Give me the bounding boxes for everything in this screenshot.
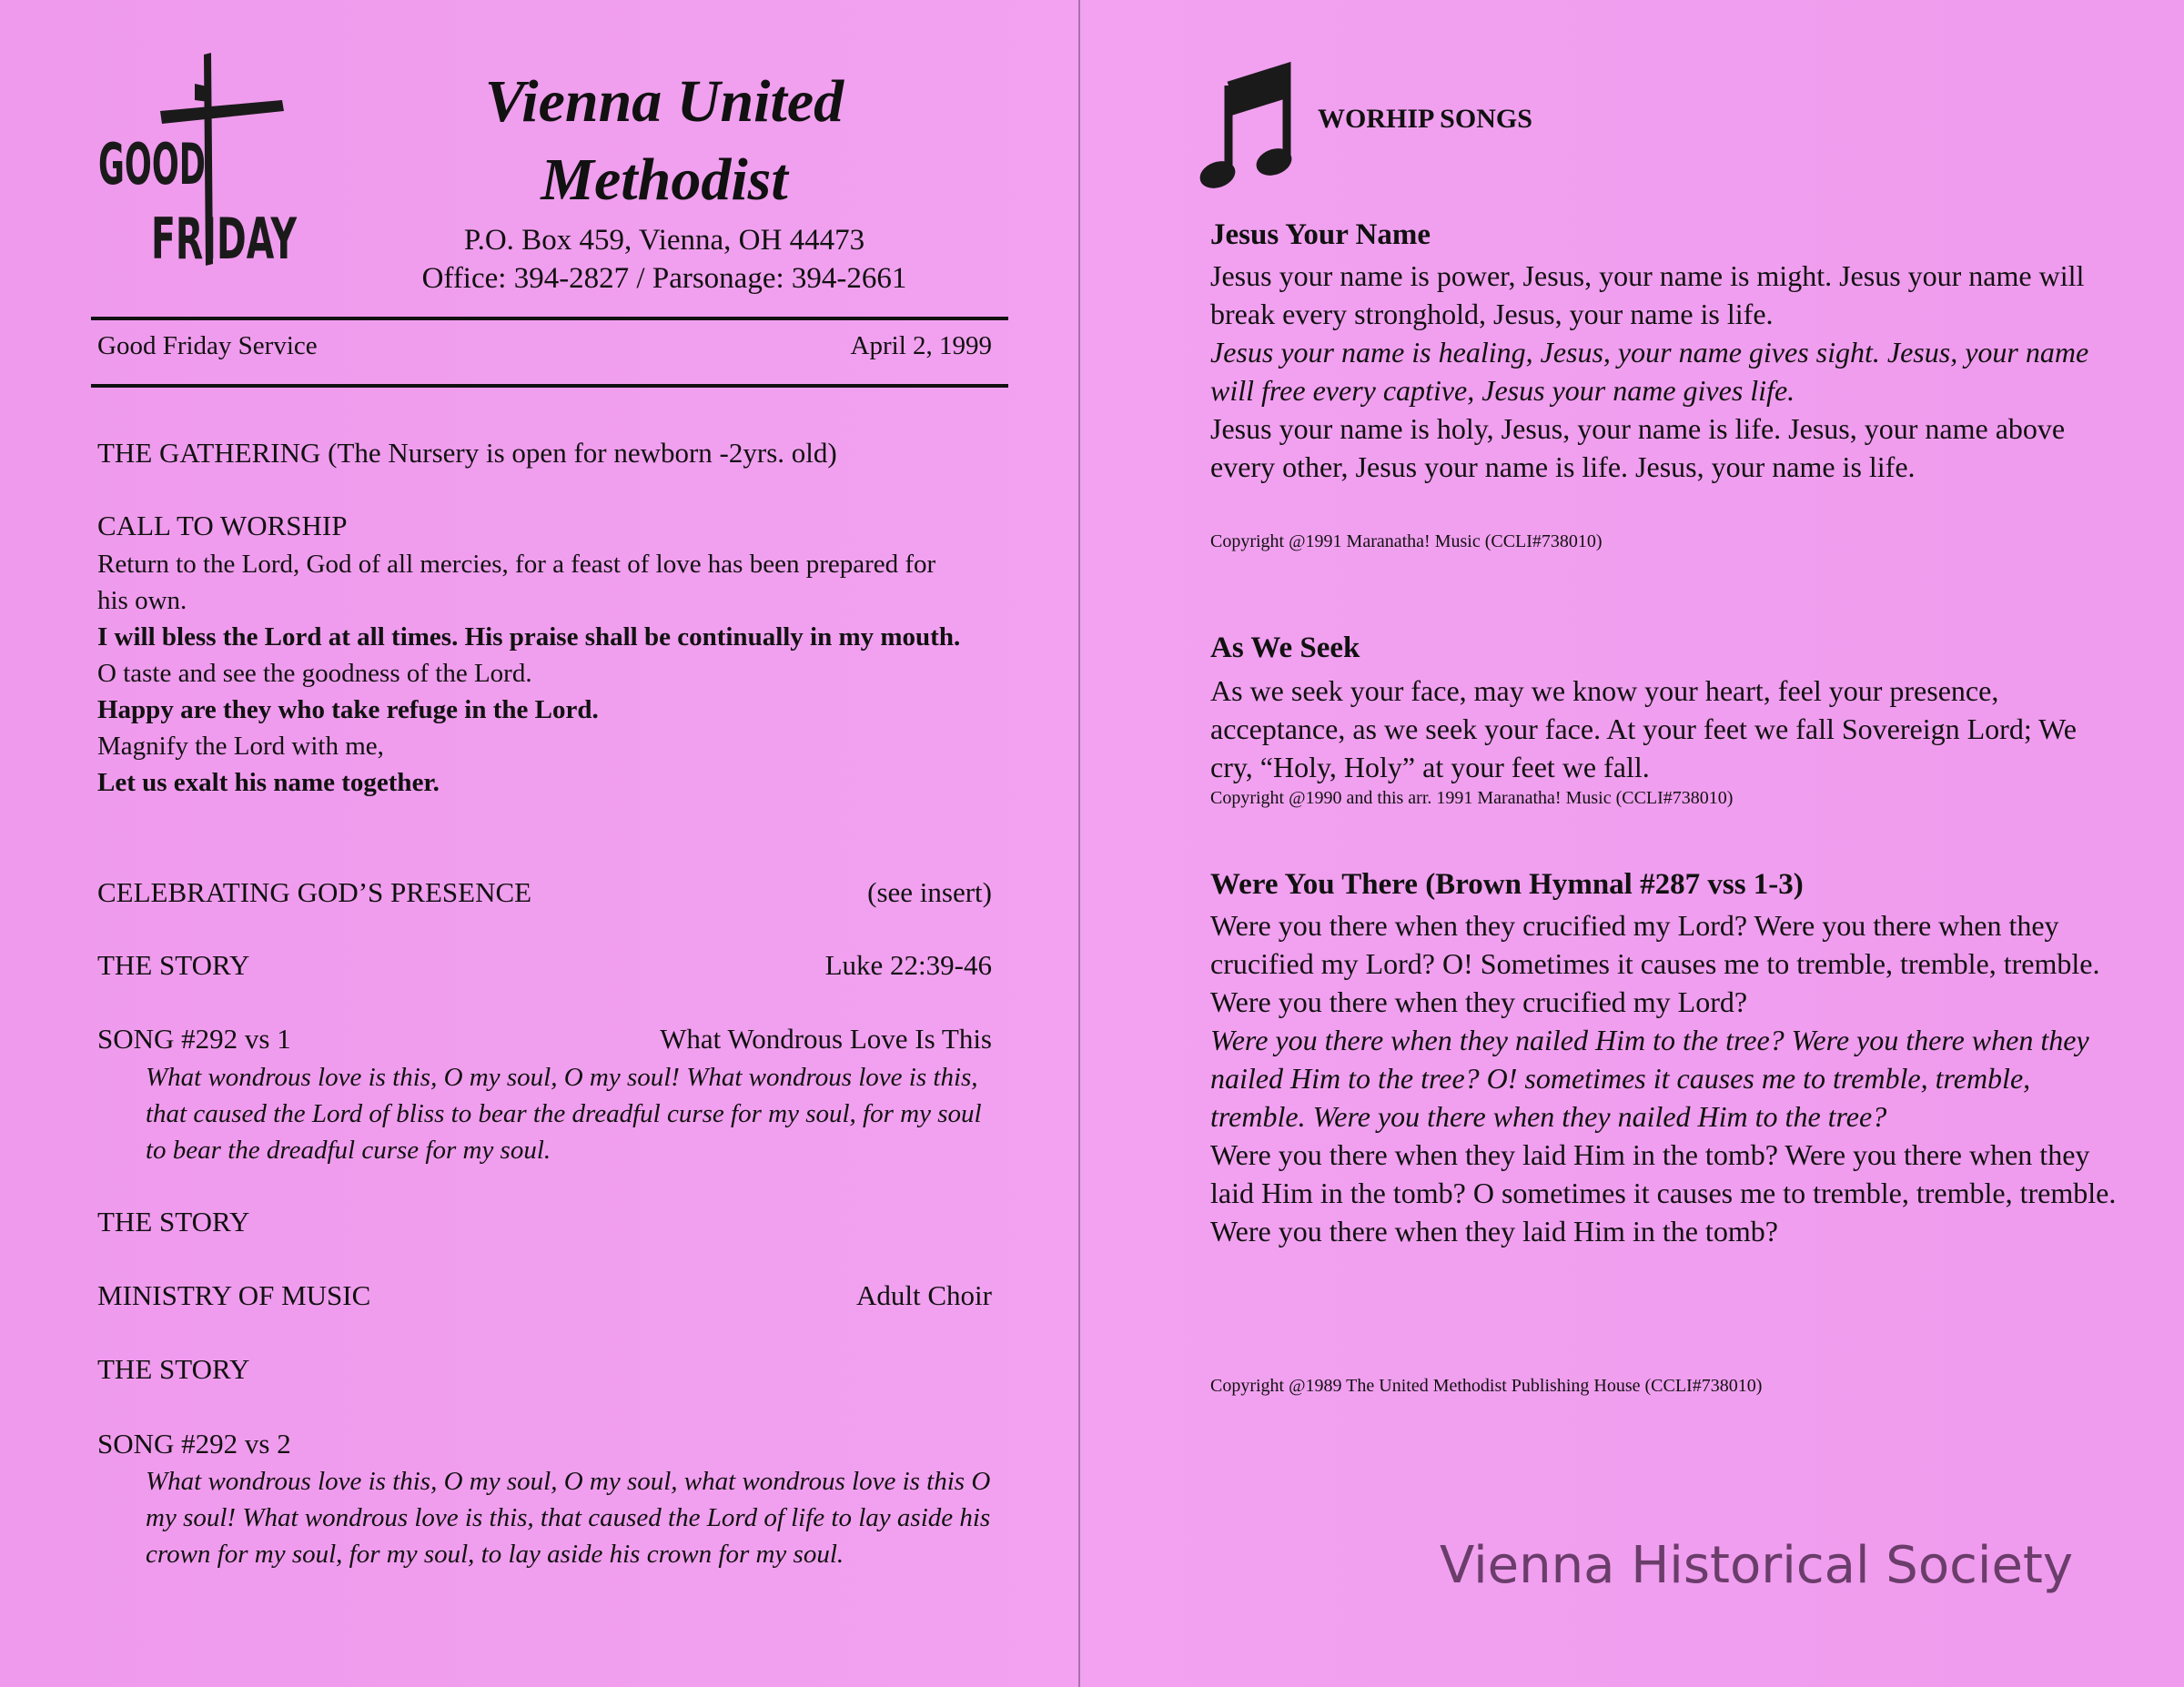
service-date: April 2, 1999 xyxy=(850,331,992,360)
song-were-you-there-title: Were You There (Brown Hymnal #287 vss 1-3) xyxy=(1210,868,1804,901)
music-note-icon xyxy=(1203,64,1294,191)
lyrics-paragraph: Were you there when they laid Him in the tomb? Were you there when they laid Him in the tomb? O sometimes it causes me to tremble, tremble, tremble. Were you there when they laid Him in the tomb? xyxy=(1210,1138,2117,1248)
call-line-4: Happy are they who take refuge in the Lord. xyxy=(97,695,599,724)
lyrics-paragraph: As we seek your face, may we know your heart, feel your presence, acceptance, as we seek your face. At your feet we fall Sovereign Lord; We cry, “Holy, Holy” at your feet we fall. xyxy=(1210,674,2077,783)
song-were-you-there-lyrics xyxy=(1210,906,2120,1250)
call-line-2: I will bless the Lord at all times. His praise shall be continually in my mouth. xyxy=(97,622,961,652)
divider-bottom xyxy=(91,384,1008,388)
story-heading-1: THE STORY xyxy=(97,949,250,981)
celebrating-note: (see insert) xyxy=(867,876,992,908)
story-heading-2: THE STORY xyxy=(97,1206,250,1237)
good-friday-logo xyxy=(91,47,309,284)
logo-word-friday: FRIDAY xyxy=(151,206,298,272)
call-line-3: O taste and see the goodness of the Lord. xyxy=(97,659,532,688)
song-1-heading: SONG #292 vs 1 xyxy=(97,1023,291,1055)
lyrics-paragraph: Jesus your name is holy, Jesus, your name is life. Jesus, your name above every other, Jesus your name is life. Jesus, your name is life. xyxy=(1210,412,2066,483)
church-name-line1: Vienna United xyxy=(484,68,844,135)
call-line-1: Return to the Lord, God of all mercies, for a feast of love has been prepared for his own. xyxy=(97,550,936,615)
lyrics-paragraph: Jesus your name is healing, Jesus, your name gives sight. Jesus, your name will free every captive, Jesus your name gives life. xyxy=(1210,336,2089,407)
worship-songs-title: WORHIP SONGS xyxy=(1318,104,1532,134)
song-2-heading: SONG #292 vs 2 xyxy=(97,1428,291,1460)
story-heading-3: THE STORY xyxy=(97,1353,250,1385)
watermark: Vienna Historical Society xyxy=(1440,1536,2074,1595)
lyrics-paragraph: Jesus your name is power, Jesus, your name is might. Jesus your name will break every stronghold, Jesus, your name is life. xyxy=(1210,259,2085,330)
copyright-line: Copyright @1990 and this arr. 1991 Maranatha! Music (CCLI#738010) xyxy=(1210,788,1734,808)
lyrics-paragraph: Were you there when they crucified my Lord? Were you there when they crucified my Lord? O! Sometimes it causes me to tremble, tremble, tremble. Were you there when they crucified my Lord? xyxy=(1210,909,2100,1018)
copyright-line: Copyright @1989 The United Methodist Publishing House (CCLI#738010) xyxy=(1210,1376,1763,1396)
ministry-of-music-note: Adult Choir xyxy=(856,1279,992,1311)
copyright-line: Copyright @1991 Maranatha! Music (CCLI#738010) xyxy=(1210,531,1603,551)
song-as-we-seek-lyrics xyxy=(1210,672,2120,786)
call-to-worship-heading: CALL TO WORSHIP xyxy=(97,510,348,541)
logo-word-good: GOOD xyxy=(98,131,206,197)
church-phones: Office: 394-2827 / Parsonage: 394-2661 xyxy=(421,262,907,295)
song-2-verse: What wondrous love is this, O my soul, O my soul, what wondrous love is this O my soul! What wondrous love is this, that caused the Lord of life to lay aside his crown for my soul, for my soul, to lay aside his crown for my soul. xyxy=(146,1467,991,1569)
call-to-worship-text xyxy=(97,546,971,801)
celebrating-heading: CELEBRATING GOD’S PRESENCE xyxy=(97,876,532,908)
story-scripture-ref: Luke 22:39-46 xyxy=(824,949,992,981)
divider-top xyxy=(91,317,1008,320)
church-name-line2: Methodist xyxy=(541,146,788,213)
call-line-5: Magnify the Lord with me, xyxy=(97,732,384,761)
song-jesus-your-name-lyrics xyxy=(1210,257,2120,486)
ministry-of-music-heading: MINISTRY OF MUSIC xyxy=(97,1279,371,1311)
church-address: P.O. Box 459, Vienna, OH 44473 xyxy=(463,224,865,257)
song-1-title: What Wondrous Love Is This xyxy=(660,1023,992,1055)
gathering-heading: THE GATHERING (The Nursery is open for newborn -2yrs. old) xyxy=(97,437,837,469)
song-1-verse: What wondrous love is this, O my soul, O my soul! What wondrous love is this, that caused the Lord of bliss to bear the dreadful curse for my soul, for my soul to bear the dreadful curse for my soul. xyxy=(146,1063,982,1165)
song-as-we-seek-title: As We Seek xyxy=(1210,631,1360,664)
center-fold xyxy=(1078,0,1080,1687)
call-line-6: Let us exalt his name together. xyxy=(97,768,440,797)
song-jesus-your-name-title: Jesus Your Name xyxy=(1210,218,1431,251)
service-title: Good Friday Service xyxy=(97,331,318,360)
lyrics-paragraph: Were you there when they nailed Him to the tree? Were you there when they nailed Him to the tree? O! sometimes it causes me to tremble, tremble, tremble. Were you there when they nailed Him to the tree? xyxy=(1210,1024,2089,1133)
